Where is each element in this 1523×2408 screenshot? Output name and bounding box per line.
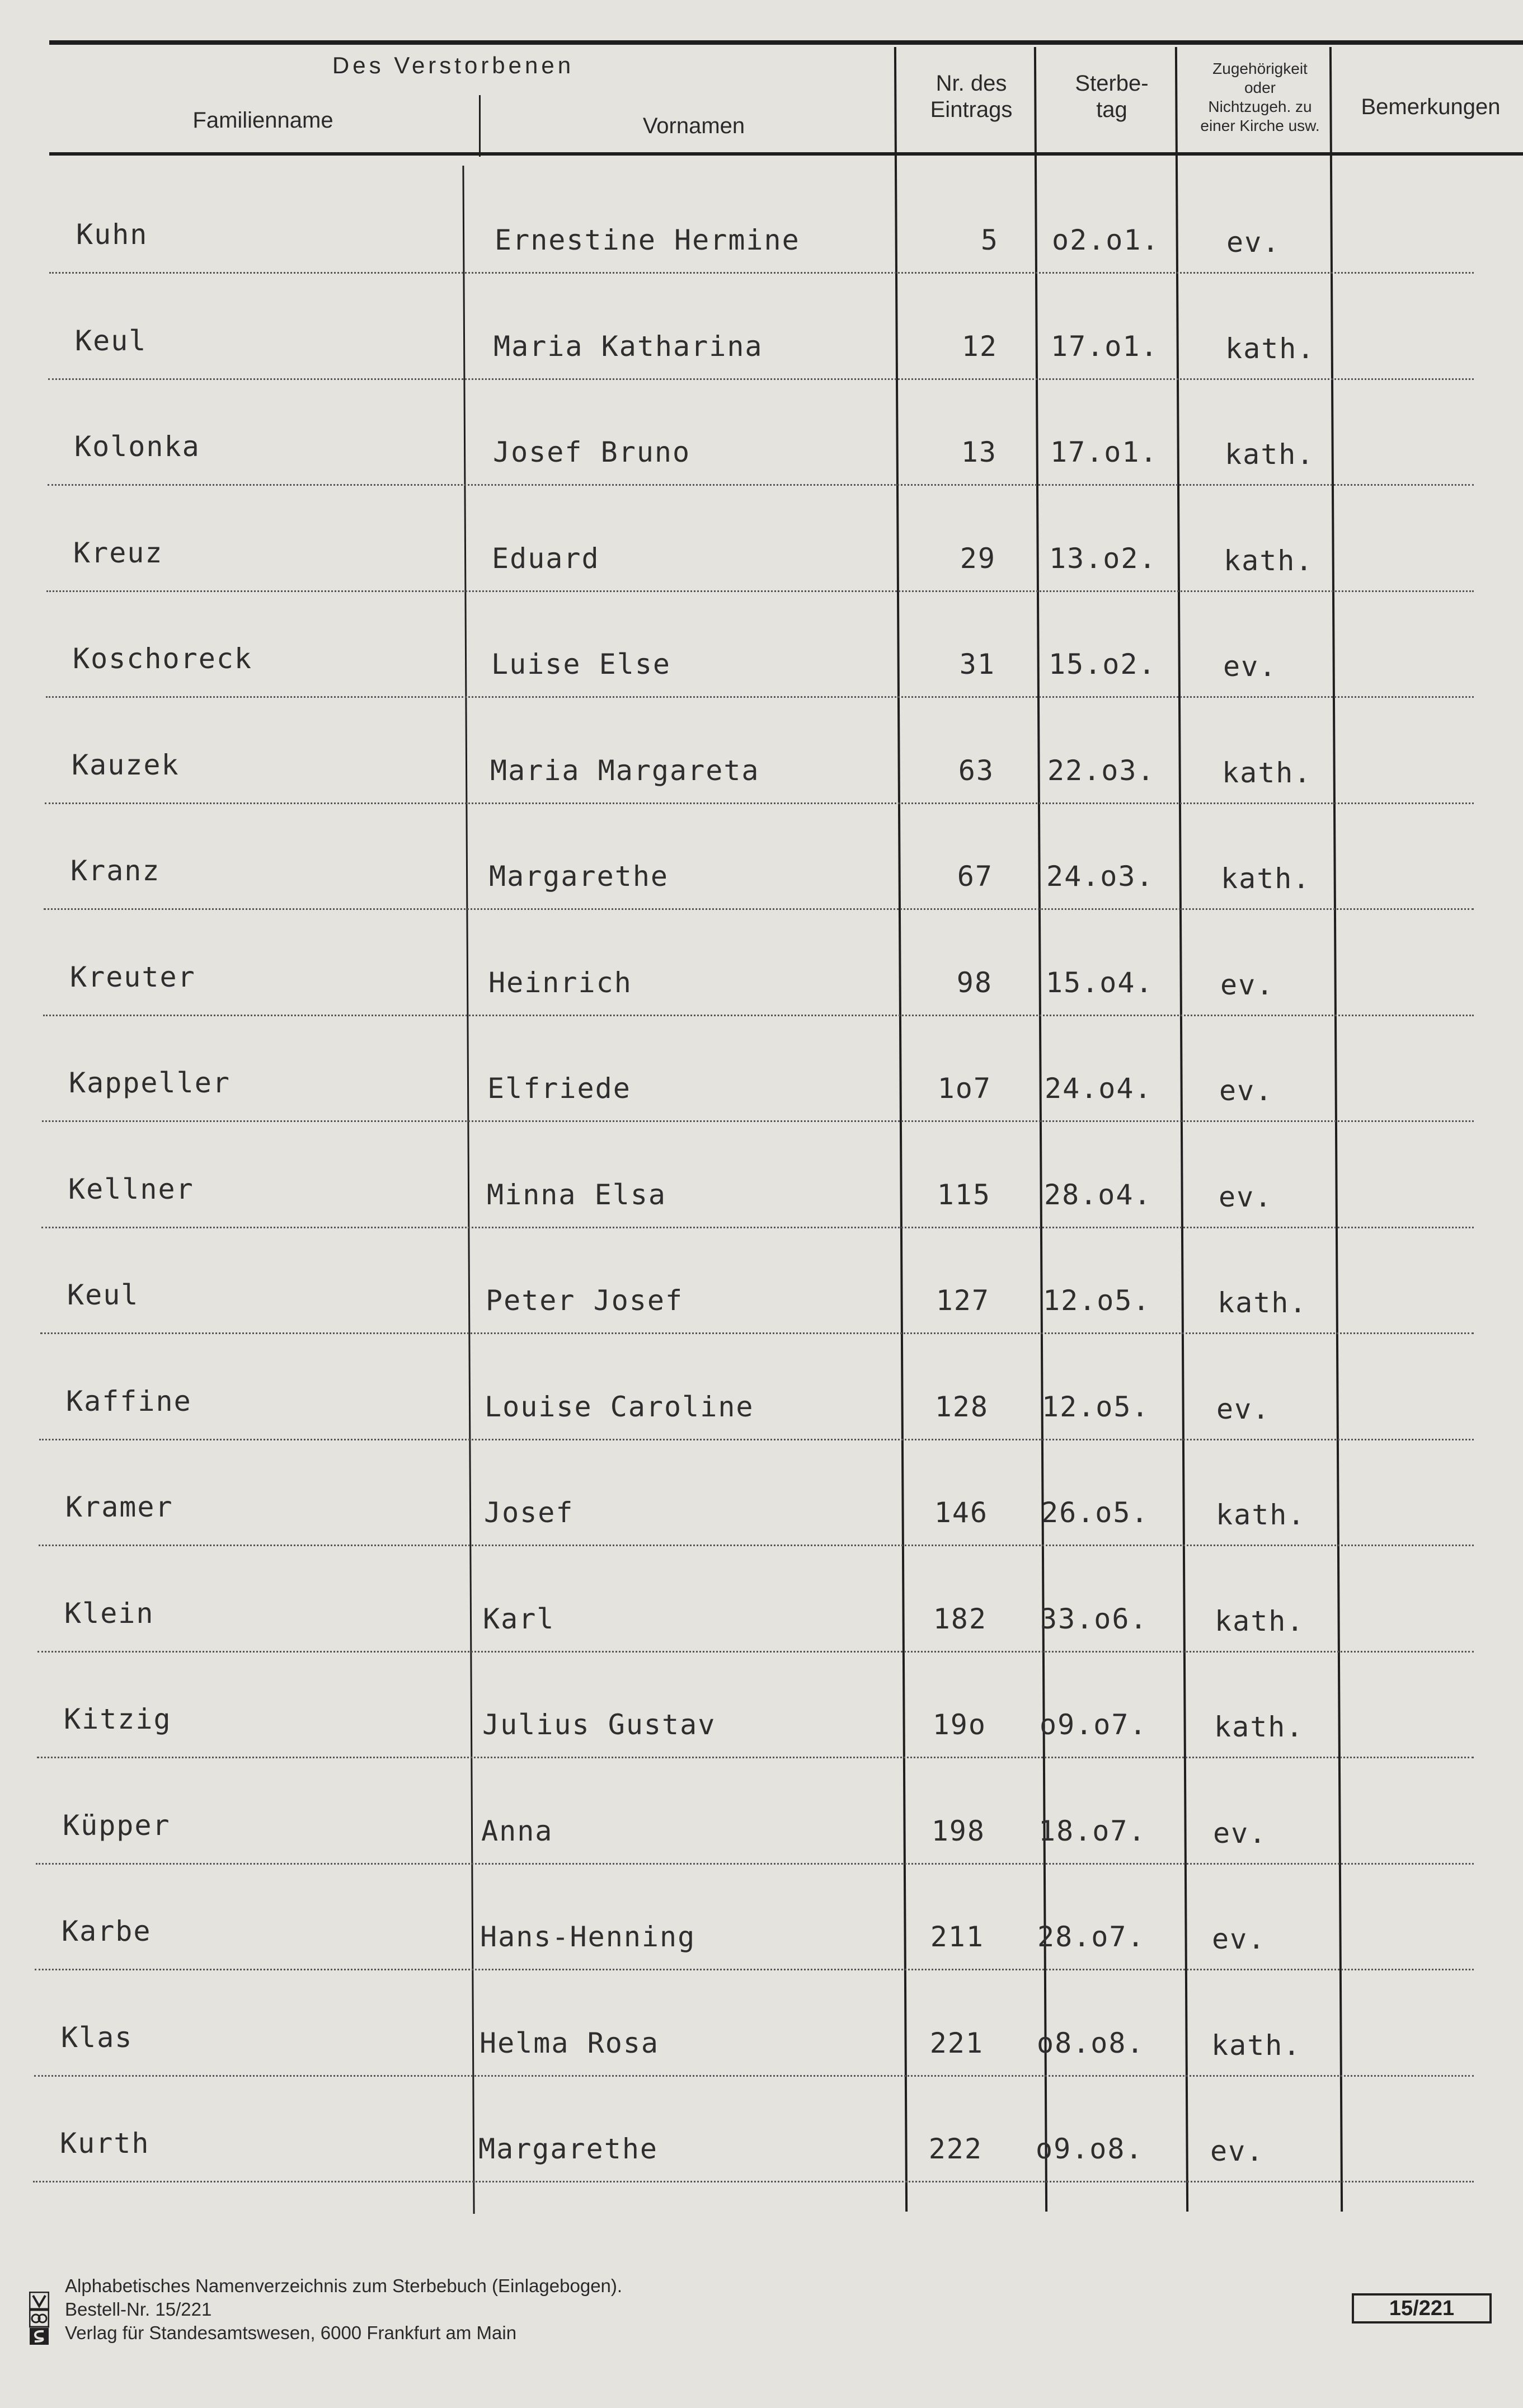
entry-number: 221 <box>929 2026 984 2059</box>
row-separator <box>34 2075 1474 2077</box>
entry-number: 98 <box>956 966 993 999</box>
column-divider-entry <box>894 47 908 2212</box>
column-divider-given <box>462 166 474 2214</box>
given-names: Josef <box>484 1496 574 1529</box>
church-membership: kath. <box>1218 1287 1308 1319</box>
death-date: o8.o8. <box>1037 2026 1145 2059</box>
church-membership: ev. <box>1219 1180 1273 1213</box>
family-name: Kramer <box>65 1491 173 1523</box>
entry-number: 67 <box>957 860 993 893</box>
family-name: Koschoreck <box>73 642 253 675</box>
death-date: 15.o4. <box>1046 966 1154 999</box>
given-names: Hans-Henning <box>480 1921 696 1953</box>
church-membership: kath. <box>1224 544 1314 577</box>
column-divider-date <box>1034 47 1047 2212</box>
death-date: o9.o8. <box>1036 2133 1144 2165</box>
entry-number: 198 <box>931 1814 985 1847</box>
death-date: 28.o7. <box>1037 1921 1145 1953</box>
given-names: Margarethe <box>489 860 669 893</box>
given-names: Minna Elsa <box>487 1178 667 1211</box>
death-date: 24.o3. <box>1046 860 1154 893</box>
entry-number: 182 <box>933 1602 987 1635</box>
row-separator <box>45 802 1474 804</box>
given-names: Josef Bruno <box>493 436 691 468</box>
row-separator <box>42 1120 1474 1122</box>
given-names: Louise Caroline <box>485 1390 754 1423</box>
family-name: Kauzek <box>72 748 180 781</box>
church-membership: ev. <box>1226 226 1281 259</box>
header-church-line2: oder <box>1244 79 1276 97</box>
death-date: 17.o1. <box>1051 330 1159 363</box>
given-names: Maria Margareta <box>490 754 760 787</box>
church-membership: kath. <box>1214 1711 1304 1743</box>
church-membership: kath. <box>1216 1499 1306 1531</box>
entry-number: 63 <box>958 754 994 787</box>
top-border <box>49 40 1523 45</box>
family-name: Klas <box>61 2021 133 2054</box>
entry-number: 222 <box>928 2133 983 2165</box>
death-date: 12.o5. <box>1043 1284 1151 1317</box>
group-title: Des Verstorbenen <box>332 52 575 78</box>
given-names: Elfriede <box>487 1072 631 1105</box>
church-membership: kath. <box>1225 332 1315 365</box>
form-number-box: 15/221 <box>1352 2293 1492 2323</box>
given-names: Luise Else <box>491 648 671 680</box>
family-name: Kaffine <box>66 1384 192 1417</box>
row-separator <box>46 696 1474 698</box>
given-names: Anna <box>481 1814 553 1847</box>
entry-number: 5 <box>980 224 999 256</box>
family-name: Kolonka <box>74 430 200 463</box>
footer-publisher: Verlag für Standesamtswesen, 6000 Frankfurt am Main <box>65 2322 517 2343</box>
row-separator <box>41 1227 1474 1228</box>
header-death-day <box>1043 71 1181 123</box>
header-church-line4: einer Kirche usw. <box>1200 117 1320 135</box>
entry-number: 31 <box>959 648 995 680</box>
family-name: Klein <box>64 1597 154 1630</box>
church-membership: kath. <box>1225 438 1315 471</box>
death-date: o2.o1. <box>1052 224 1160 256</box>
entry-number: 1o7 <box>937 1072 991 1105</box>
column-divider-given-top <box>479 95 481 157</box>
death-date: 33.o6. <box>1040 1602 1148 1635</box>
church-membership: kath. <box>1222 756 1312 789</box>
church-membership: kath. <box>1211 2029 1301 2062</box>
death-date: 13.o2. <box>1049 542 1157 575</box>
given-names: Heinrich <box>488 966 632 999</box>
church-membership: ev. <box>1212 1923 1266 1955</box>
row-separator <box>36 1863 1474 1865</box>
death-date: 17.o1. <box>1050 436 1158 468</box>
given-names: Margarethe <box>478 2133 659 2165</box>
header-entry-no <box>903 71 1040 123</box>
row-separator <box>48 378 1474 380</box>
header-first-names: Vornamen <box>642 114 745 138</box>
family-name: Keul <box>67 1279 139 1311</box>
family-name: Küpper <box>63 1809 171 1842</box>
family-name: Kuhn <box>76 218 148 251</box>
family-name: Kappeller <box>69 1067 231 1099</box>
header-entry-no-line1: Nr. des <box>936 71 1007 96</box>
entry-number: 12 <box>961 330 998 363</box>
church-membership: ev. <box>1219 1074 1273 1107</box>
entry-number: 13 <box>961 436 997 468</box>
entry-number: 146 <box>934 1496 988 1529</box>
family-name: Kreuz <box>73 536 163 569</box>
footer-title: Alphabetisches Namenverzeichnis zum Sterbebuch (Einlagebogen). <box>65 2275 623 2296</box>
church-membership: kath. <box>1215 1604 1305 1637</box>
given-names: Karl <box>483 1602 555 1635</box>
given-names: Eduard <box>492 542 600 575</box>
column-divider-remarks <box>1329 47 1343 2212</box>
footer-order-number: Bestell-Nr. 15/221 <box>65 2299 212 2320</box>
entry-number: 211 <box>930 1921 984 1953</box>
death-date: 26.o5. <box>1041 1496 1149 1529</box>
entry-number: 127 <box>936 1284 990 1317</box>
death-date: 15.o2. <box>1049 648 1157 680</box>
row-separator <box>40 1332 1474 1334</box>
church-membership: ev. <box>1223 650 1277 683</box>
row-separator <box>35 1969 1474 1970</box>
header-church-line1: Zugehörigkeit <box>1212 60 1308 77</box>
entry-number: 115 <box>937 1178 991 1211</box>
death-date: 12.o5. <box>1042 1390 1150 1423</box>
death-date: 28.o4. <box>1044 1178 1152 1211</box>
death-date: 18.o7. <box>1038 1814 1146 1847</box>
row-separator <box>33 2181 1474 2182</box>
header-death-day-line2: tag <box>1096 97 1127 123</box>
death-date: 22.o3. <box>1047 754 1155 787</box>
church-membership: ev. <box>1216 1392 1271 1425</box>
row-separator <box>48 484 1474 486</box>
row-separator <box>43 1015 1474 1016</box>
row-separator <box>44 908 1474 910</box>
church-membership: ev. <box>1220 968 1275 1001</box>
church-membership: ev. <box>1213 1816 1267 1850</box>
family-name: Kranz <box>70 855 161 887</box>
header-death-day-line1: Sterbe- <box>1075 71 1149 96</box>
row-separator <box>37 1651 1474 1653</box>
given-names: Ernestine Hermine <box>495 224 800 256</box>
entry-number: 19o <box>932 1708 986 1741</box>
row-separator <box>37 1757 1474 1758</box>
entry-number: 29 <box>960 542 996 575</box>
family-name: Kurth <box>60 2127 150 2160</box>
given-names: Helma Rosa <box>480 2026 660 2059</box>
header-remarks: Bemerkungen <box>1361 95 1501 119</box>
header-entry-no-line2: Eintrags <box>930 97 1013 123</box>
row-separator <box>39 1439 1474 1440</box>
row-separator <box>39 1545 1474 1546</box>
family-name: Karbe <box>62 1915 152 1947</box>
family-name: Kitzig <box>64 1703 172 1735</box>
header-bottom-border <box>49 152 1523 156</box>
publisher-logo-icon <box>29 2292 49 2345</box>
entry-number: 128 <box>934 1390 989 1423</box>
family-name: Keul <box>75 324 147 357</box>
church-membership: ev. <box>1210 2135 1265 2167</box>
header-church-line3: Nichtzugeh. zu <box>1208 98 1312 116</box>
given-names: Julius Gustav <box>482 1708 716 1741</box>
church-membership: kath. <box>1221 862 1311 895</box>
death-date: o9.o7. <box>1040 1708 1148 1741</box>
row-separator <box>46 590 1474 592</box>
given-names: Maria Katharina <box>493 330 763 363</box>
header-church <box>1184 59 1336 136</box>
family-name: Kreuter <box>70 960 196 993</box>
row-separator <box>49 272 1474 274</box>
header-family-name: Familienname <box>192 108 333 133</box>
given-names: Peter Josef <box>486 1284 684 1317</box>
death-date: 24.o4. <box>1045 1072 1153 1105</box>
column-divider-church <box>1175 47 1188 2212</box>
family-name: Kellner <box>68 1172 194 1205</box>
